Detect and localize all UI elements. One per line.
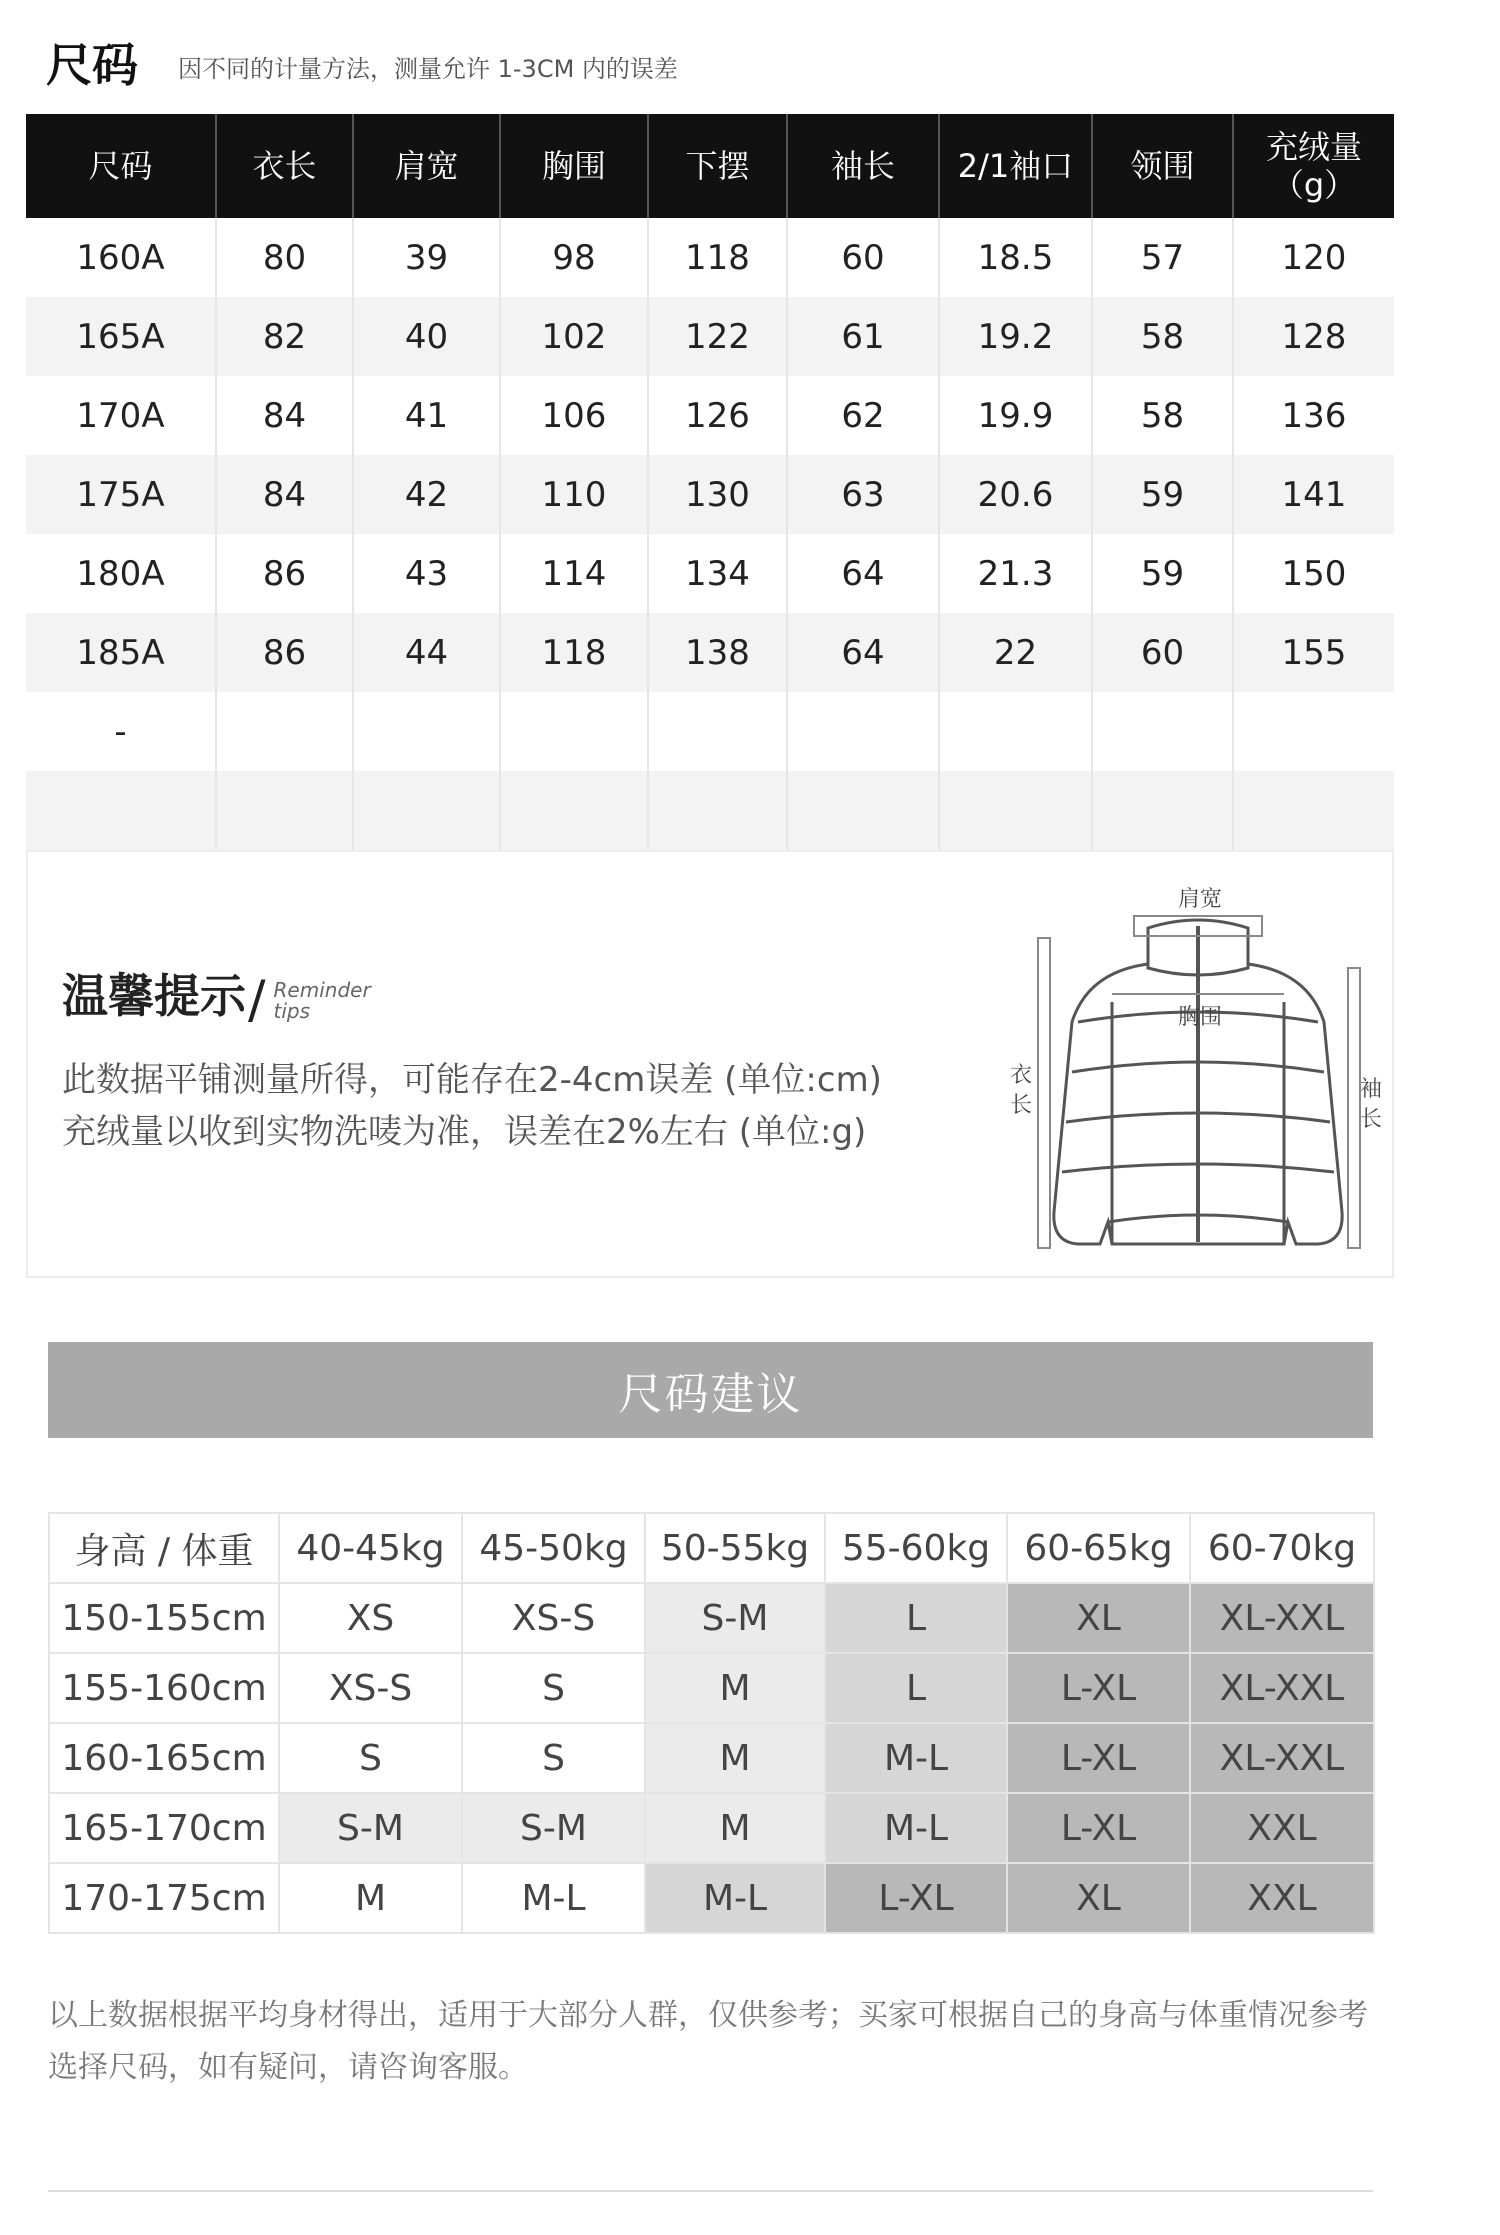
column-header: 下摆 — [648, 114, 787, 218]
size-suggestion-cell: XS-S — [279, 1653, 462, 1723]
column-header: 40-45kg — [279, 1513, 462, 1583]
table-cell: 64 — [787, 534, 939, 613]
column-header: 2/1袖口 — [939, 114, 1092, 218]
table-row — [49, 1583, 1374, 1653]
size-suggestion-cell: XL — [1007, 1863, 1190, 1933]
page-header — [46, 28, 678, 92]
diagram-label-sleeve-2: 长 — [1360, 1107, 1383, 1132]
table-cell: 118 — [500, 613, 648, 692]
column-header: 50-55kg — [645, 1513, 825, 1583]
size-suggestion-cell: XL — [1007, 1583, 1190, 1653]
table-row — [26, 455, 1394, 534]
reminder-title-en-1: Reminder — [273, 978, 371, 1002]
diagram-label-shoulder: 肩宽 — [1178, 887, 1223, 912]
size-suggestion-cell: L-XL — [825, 1863, 1007, 1933]
table-cell: 136 — [1233, 376, 1394, 455]
reminder-line-1: 此数据平铺测量所得，可能存在2-4cm误差 (单位:cm) — [62, 1060, 882, 1100]
table-cell — [787, 771, 939, 850]
size-suggestion-cell: XXL — [1190, 1793, 1374, 1863]
table-row — [26, 771, 1394, 850]
table-cell: 122 — [648, 297, 787, 376]
suggestion-header-row — [49, 1513, 1374, 1583]
table-cell: 62 — [787, 376, 939, 455]
table-cell — [216, 692, 353, 771]
reminder-title-cn: 温馨提示 — [62, 969, 246, 1023]
table-cell: 18.5 — [939, 218, 1092, 297]
table-cell: 86 — [216, 534, 353, 613]
size-suggestion-cell: S — [279, 1723, 462, 1793]
table-cell: 21.3 — [939, 534, 1092, 613]
table-cell: 120 — [1233, 218, 1394, 297]
size-suggestion-cell: M-L — [825, 1723, 1007, 1793]
table-cell: 58 — [1092, 297, 1233, 376]
table-cell: 84 — [216, 455, 353, 534]
size-suggestion-cell: S-M — [645, 1583, 825, 1653]
table-cell: 175A — [26, 455, 216, 534]
diagram-label-chest: 胸围 — [1178, 1005, 1223, 1030]
diagram-label-length-2: 长 — [1010, 1093, 1033, 1118]
table-cell: 82 — [216, 297, 353, 376]
table-cell: 170A — [26, 376, 216, 455]
table-cell: 22 — [939, 613, 1092, 692]
column-header: 尺码 — [26, 114, 216, 218]
table-row — [26, 376, 1394, 455]
size-suggestion-cell: XL-XXL — [1190, 1723, 1374, 1793]
table-cell: 80 — [216, 218, 353, 297]
column-header: 衣长 — [216, 114, 353, 218]
table-row — [26, 297, 1394, 376]
table-row — [49, 1793, 1374, 1863]
table-cell — [648, 771, 787, 850]
diagram-label-length-1: 衣 — [1010, 1063, 1033, 1088]
table-cell: 110 — [500, 455, 648, 534]
diagram-label-sleeve-1: 袖 — [1360, 1077, 1383, 1102]
size-suggestion-cell: S-M — [462, 1793, 645, 1863]
reminder-line-2: 充绒量以收到实物洗唛为准，误差在2%左右 (单位:g) — [62, 1112, 867, 1152]
table-cell: 155 — [1233, 613, 1394, 692]
size-suggestion-cell: L-XL — [1007, 1723, 1190, 1793]
size-suggestion-cell: L-XL — [1007, 1793, 1190, 1863]
table-cell — [1233, 771, 1394, 850]
size-suggestion-cell: M-L — [462, 1863, 645, 1933]
table-cell: 134 — [648, 534, 787, 613]
table-cell: 64 — [787, 613, 939, 692]
table-cell — [939, 771, 1092, 850]
table-cell: 130 — [648, 455, 787, 534]
table-cell — [648, 692, 787, 771]
table-row — [26, 218, 1394, 297]
table-cell — [500, 771, 648, 850]
column-header: 身高 / 体重 — [49, 1513, 279, 1583]
table-cell: 106 — [500, 376, 648, 455]
reminder-title — [62, 960, 371, 1030]
table-cell: 141 — [1233, 455, 1394, 534]
table-cell — [353, 771, 500, 850]
table-cell: 185A — [26, 613, 216, 692]
column-header-down-fill: 充绒量 （g） — [1233, 114, 1394, 218]
size-suggestion-cell: XL-XXL — [1190, 1653, 1374, 1723]
table-cell — [1233, 692, 1394, 771]
column-header: 60-65kg — [1007, 1513, 1190, 1583]
table-cell: 60 — [787, 218, 939, 297]
table-cell: 20.6 — [939, 455, 1092, 534]
reminder-panel — [26, 850, 1394, 1278]
row-header-height: 160-165cm — [49, 1723, 279, 1793]
table-cell: 59 — [1092, 534, 1233, 613]
table-cell: 128 — [1233, 297, 1394, 376]
suggestion-note: 以上数据根据平均身材得出，适用于大部分人群，仅供参考；买家可根据自己的身高与体重情况参考选择尺码，如有疑问，请咨询客服。 — [48, 1998, 1368, 2085]
table-cell — [500, 692, 648, 771]
table-cell — [1092, 692, 1233, 771]
size-suggestion-cell: XS — [279, 1583, 462, 1653]
table-row — [49, 1723, 1374, 1793]
suggestion-table — [48, 1512, 1375, 1934]
suggestion-banner-title: 尺码建议 — [618, 1369, 803, 1420]
table-cell — [26, 771, 216, 850]
table-cell: 44 — [353, 613, 500, 692]
table-cell: 41 — [353, 376, 500, 455]
size-table-header-row — [26, 114, 1394, 218]
size-suggestion-cell: M — [645, 1653, 825, 1723]
table-cell: 126 — [648, 376, 787, 455]
table-cell: 160A — [26, 218, 216, 297]
table-row — [26, 613, 1394, 692]
table-row — [26, 534, 1394, 613]
table-cell: 114 — [500, 534, 648, 613]
table-cell: 42 — [353, 455, 500, 534]
table-cell: 57 — [1092, 218, 1233, 297]
reminder-title-en — [274, 980, 371, 1026]
table-row — [49, 1863, 1374, 1933]
table-cell: 150 — [1233, 534, 1394, 613]
size-table — [26, 114, 1394, 850]
jacket-outline-icon — [1008, 872, 1388, 1272]
row-header-height: 150-155cm — [49, 1583, 279, 1653]
column-header: 60-70kg — [1190, 1513, 1374, 1583]
table-cell: 19.2 — [939, 297, 1092, 376]
size-suggestion-cell: S-M — [279, 1793, 462, 1863]
size-suggestion-cell: M — [279, 1863, 462, 1933]
table-cell: 59 — [1092, 455, 1233, 534]
suggestion-banner — [48, 1342, 1373, 1438]
size-suggestion-cell: M-L — [645, 1863, 825, 1933]
table-cell — [216, 771, 353, 850]
reminder-title-en-2: tips — [273, 999, 311, 1023]
table-cell: 118 — [648, 218, 787, 297]
size-suggestion-cell: S — [462, 1653, 645, 1723]
table-cell: 60 — [1092, 613, 1233, 692]
page-title: 尺码 — [46, 38, 138, 92]
table-cell: - — [26, 692, 216, 771]
size-suggestion-cell: L — [825, 1653, 1007, 1723]
table-cell: 102 — [500, 297, 648, 376]
size-suggestion-cell: XL-XXL — [1190, 1583, 1374, 1653]
table-cell — [787, 692, 939, 771]
table-cell: 180A — [26, 534, 216, 613]
jacket-diagram — [1008, 872, 1388, 1272]
size-suggestion-cell: M-L — [825, 1793, 1007, 1863]
table-cell: 86 — [216, 613, 353, 692]
row-header-height: 155-160cm — [49, 1653, 279, 1723]
reminder-title-slash: / — [248, 970, 266, 1030]
table-cell: 58 — [1092, 376, 1233, 455]
table-cell: 138 — [648, 613, 787, 692]
column-header: 袖长 — [787, 114, 939, 218]
size-suggestion-cell: S — [462, 1723, 645, 1793]
column-header: 55-60kg — [825, 1513, 1007, 1583]
table-cell — [1092, 771, 1233, 850]
table-row — [26, 692, 1394, 771]
table-cell — [939, 692, 1092, 771]
table-cell: 61 — [787, 297, 939, 376]
size-suggestion-cell: L-XL — [1007, 1653, 1190, 1723]
table-cell: 63 — [787, 455, 939, 534]
table-cell: 43 — [353, 534, 500, 613]
size-suggestion-cell: M — [645, 1723, 825, 1793]
table-cell: 40 — [353, 297, 500, 376]
size-suggestion-cell: M — [645, 1793, 825, 1863]
table-cell: 165A — [26, 297, 216, 376]
table-cell: 84 — [216, 376, 353, 455]
row-header-height: 170-175cm — [49, 1863, 279, 1933]
column-header: 胸围 — [500, 114, 648, 218]
page-subtitle: 因不同的计量方法，测量允许 1-3CM 内的误差 — [178, 55, 678, 83]
bottom-divider — [48, 2190, 1373, 2192]
column-header: 领围 — [1092, 114, 1233, 218]
size-suggestion-cell: XXL — [1190, 1863, 1374, 1933]
size-suggestion-cell: XS-S — [462, 1583, 645, 1653]
column-header: 45-50kg — [462, 1513, 645, 1583]
column-header: 肩宽 — [353, 114, 500, 218]
row-header-height: 165-170cm — [49, 1793, 279, 1863]
table-cell — [353, 692, 500, 771]
size-suggestion-cell: L — [825, 1583, 1007, 1653]
table-cell: 39 — [353, 218, 500, 297]
table-row — [49, 1653, 1374, 1723]
table-cell: 19.9 — [939, 376, 1092, 455]
table-cell: 98 — [500, 218, 648, 297]
